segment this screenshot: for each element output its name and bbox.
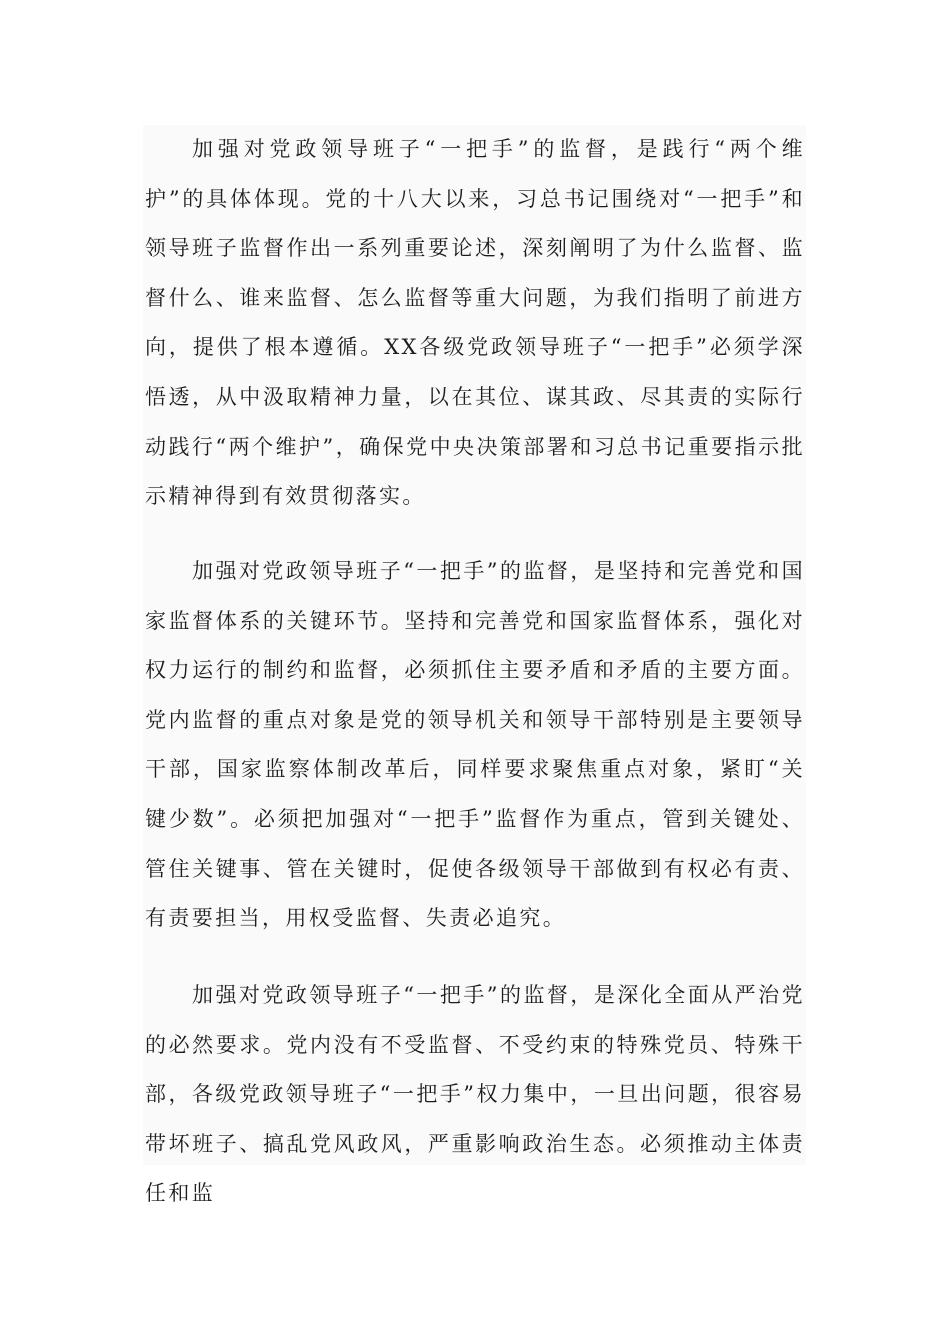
paragraph: 加强对党政领导班子“一把手”的监督，是践行“两个维护”的具体体现。党的十八大以来，习总书记围绕对“一把手”和领导班子监督作出一系列重要论述，深刻阐明了为什么监督、监督什么、谁来监督、怎么监督等重大问题，为我们指明了前进方向，提供了根本遵循。XX各级党政领导班子“一把手”必须学深悟透，从中汲取精神力量，以在其位、谋其政、尽其责的实际行动践行“两个维护”，确保党中央决策部署和习总书记重要指示批示精神得到有效贯彻落实。: [145, 137, 805, 509]
paragraph: 加强对党政领导班子“一把手”的监督，是坚持和完善党和国家监督体系的关键环节。坚持和完善党和国家监督体系，强化对权力运行的制约和监督，必须抓住主要矛盾和矛盾的主要方面。党内监督的重点对象是党的领导机关和领导干部特别是主要领导干部，国家监察体制改革后，同样要求聚焦重点对象，紧盯“关键少数”。必须把加强对“一把手”监督作为重点，管到关键处、管住关键事、管在关键时，促使各级领导干部做到有权必有责、有责要担当，用权受监督、失责必追究。: [145, 559, 805, 931]
paragraph: 加强对党政领导班子“一把手”的监督，是深化全面从严治党的必然要求。党内没有不受监督、不受约束的特殊党员、特殊干部，各级党政领导班子“一把手”权力集中，一旦出问题，很容易带坏班子、搞乱党风政风，严重影响政治生态。必须推动主体责任和监: [145, 983, 805, 1206]
document-body: [143, 125, 806, 1206]
